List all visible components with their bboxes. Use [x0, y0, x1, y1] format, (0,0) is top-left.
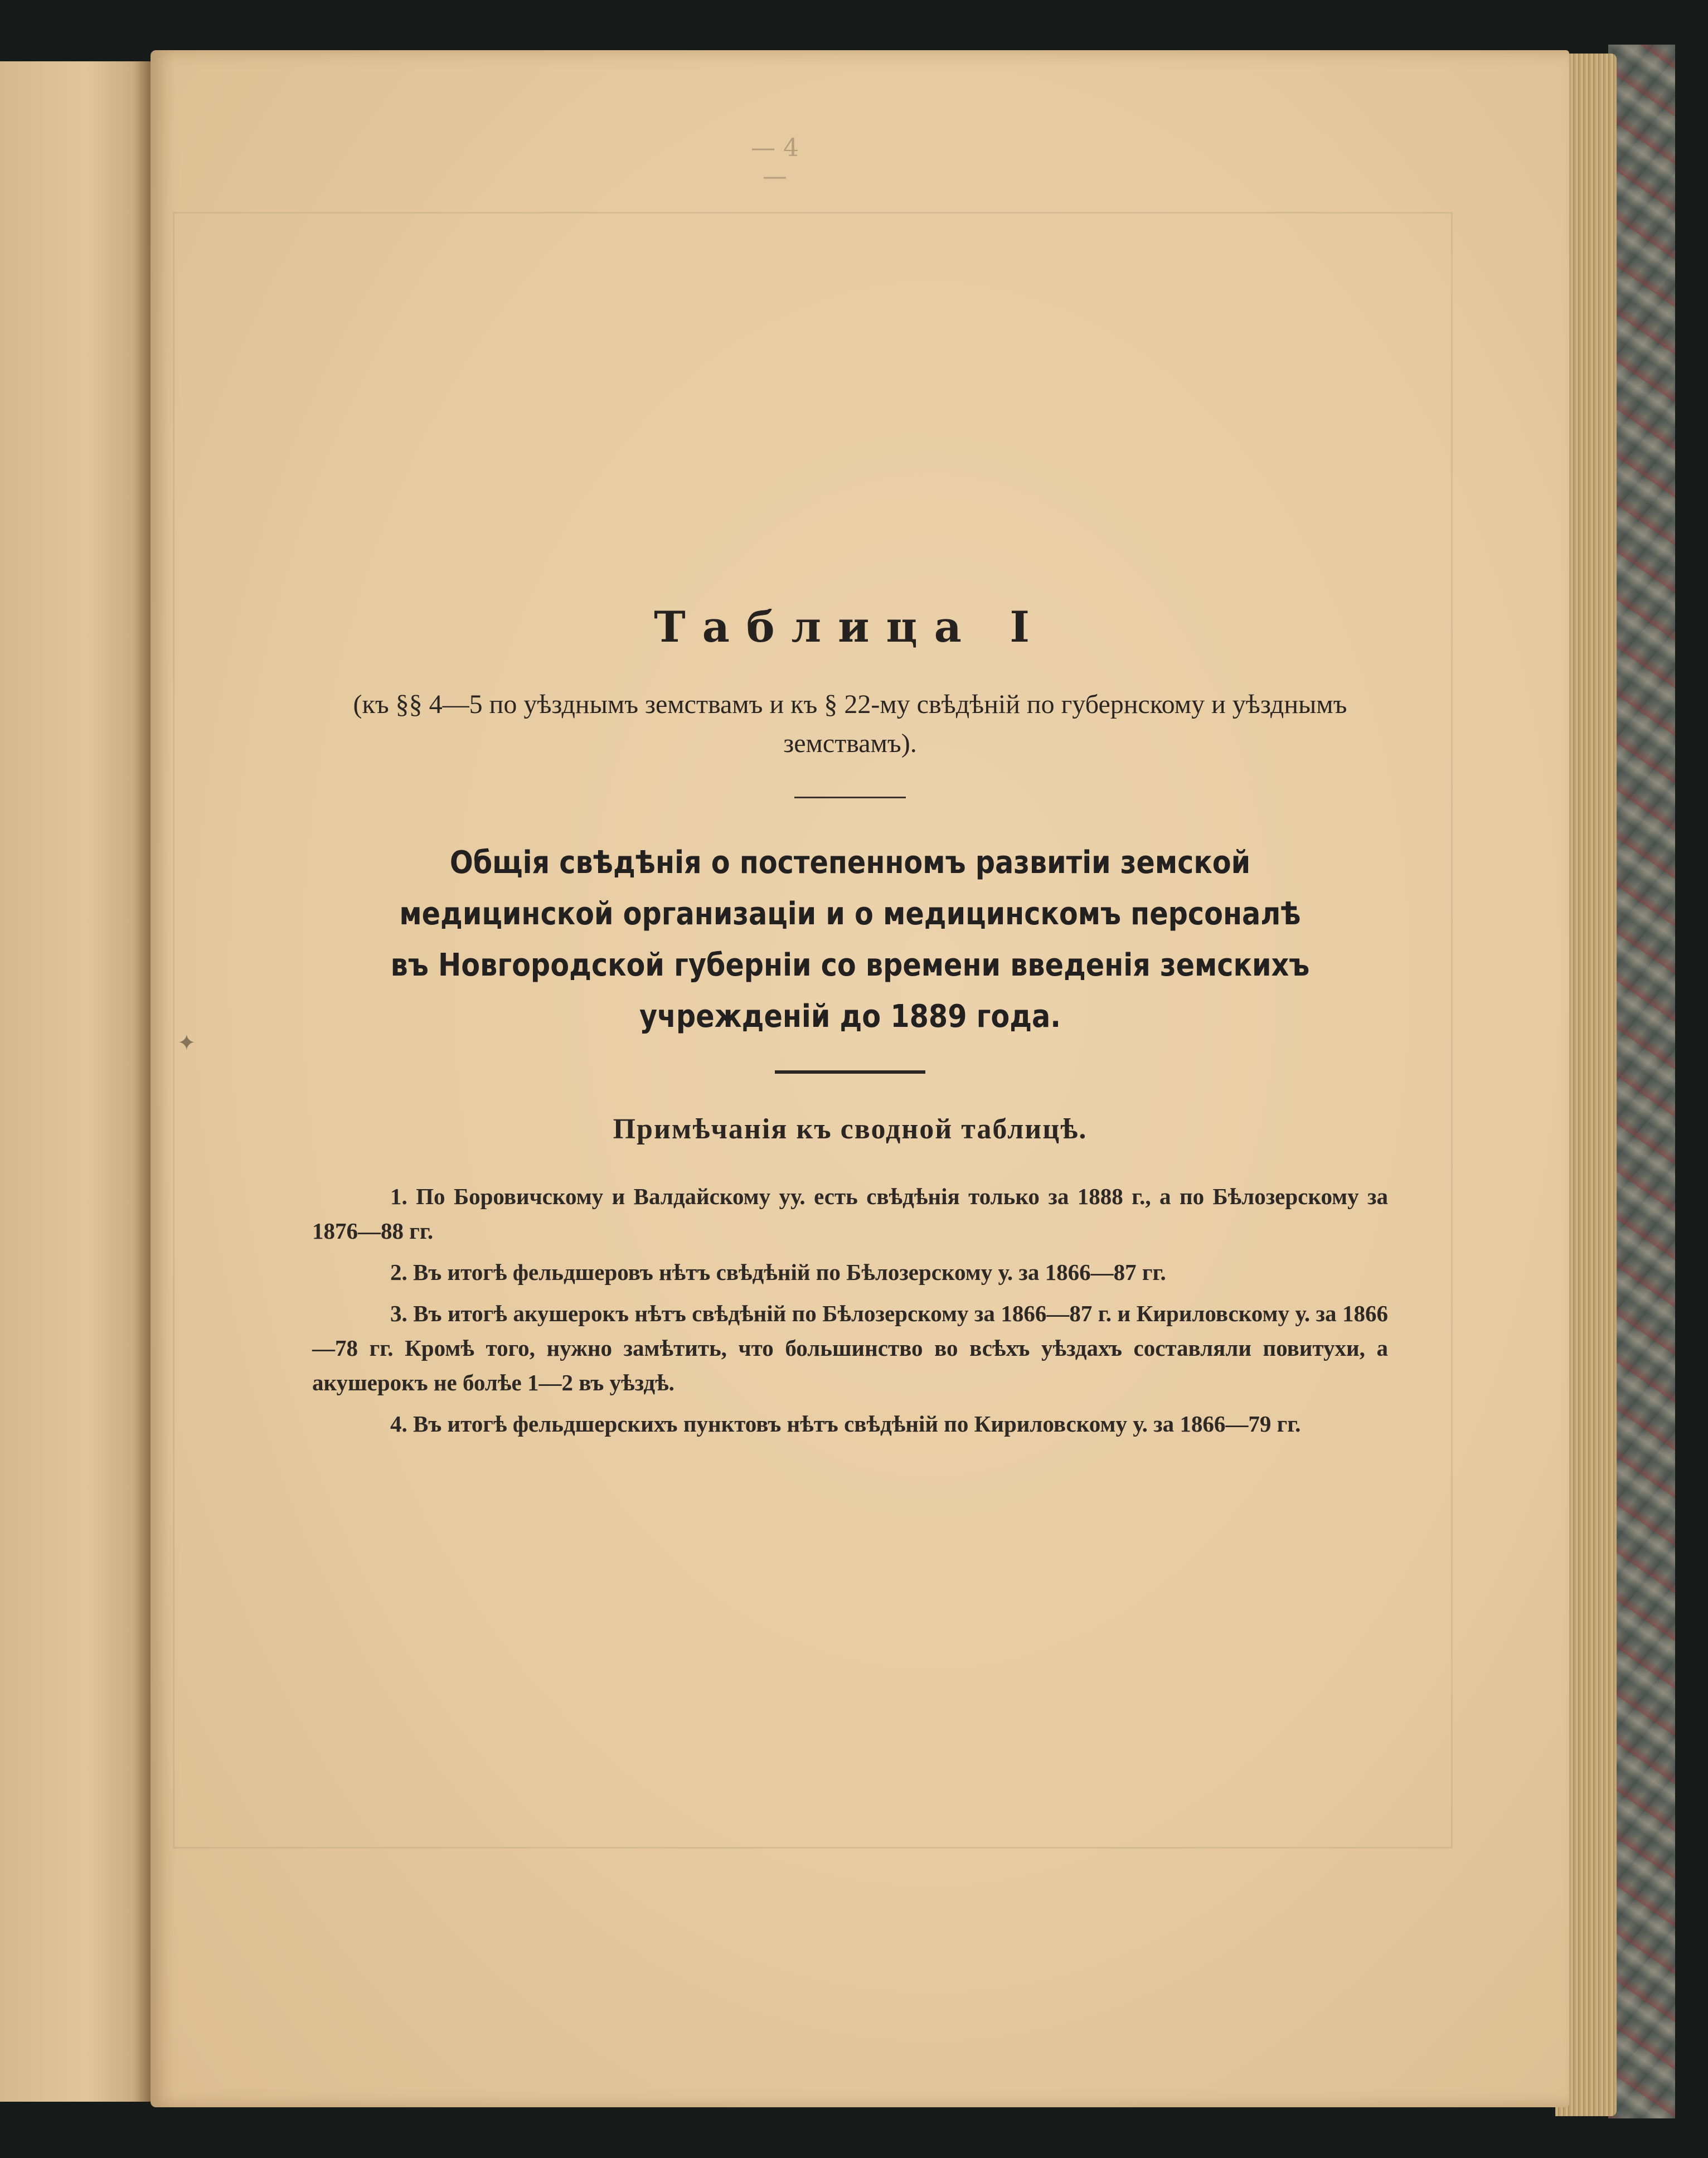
notes-title: Примѣчанія къ сводной таблицѣ.	[613, 1113, 1088, 1145]
note-item: 3. Въ итогѣ акушерокъ нѣтъ свѣдѣній по Бѣлозерскому за 1866—87 г. и Кириловскому у. за 1866—78 гг. Кромѣ того, нужно замѣтить, что большинство во всѣхъ уѣздахъ составляли повитухи, а акушерокъ не болѣе 1—2 въ уѣздѣ.	[312, 1301, 1388, 1395]
page-subtitle: (къ §§ 4—5 по уѣзднымъ земствамъ и къ § 22-му свѣдѣній по губернскому и уѣзднымъ земствамъ).	[353, 690, 1347, 758]
marbled-cover-edge	[1608, 45, 1675, 2118]
page-number: — 4 —	[751, 134, 799, 191]
tick-mark-icon: ✦	[177, 1030, 196, 1056]
text-column	[312, 602, 1388, 1448]
note-item: 2. Въ итогѣ фельдшеровъ нѣтъ свѣдѣній по Бѣлозерскому у. за 1866—87 гг.	[390, 1259, 1166, 1285]
note-item: 4. Въ итогѣ фельдшерскихъ пунктовъ нѣтъ свѣдѣній по Кириловскому у. за 1866—79 гг.	[390, 1411, 1301, 1437]
thick-divider	[775, 1070, 925, 1074]
thin-divider	[794, 797, 906, 798]
note-item: 1. По Боровичскому и Валдайскому уу. есть свѣдѣнія только за 1888 г., а по Бѣлозерскому за 1876—88 гг.	[312, 1184, 1388, 1244]
section-heading: Общія свѣдѣнія о постепенномъ развитіи земской медицинской организаціи и о медицинскомъ персоналѣ въ Новгородской губерніи со времени введенія земскихъ учрежденій до 1889 года.	[390, 845, 1310, 1035]
page-title: Таблица I	[654, 602, 1046, 652]
